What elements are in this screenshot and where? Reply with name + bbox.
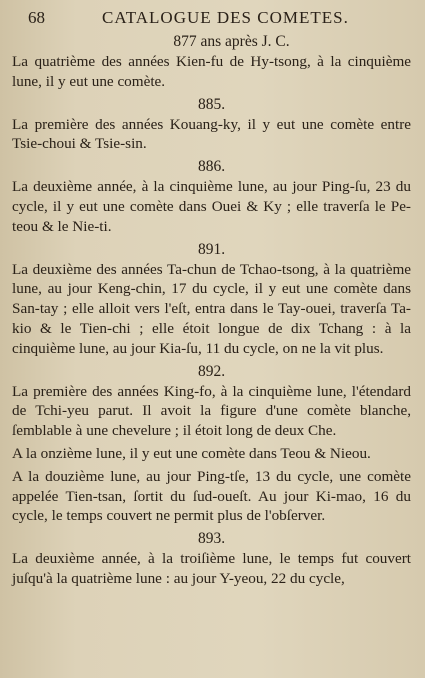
running-title: CATALOGUE DES COMETES. bbox=[102, 8, 349, 27]
year-heading: 893. bbox=[197, 530, 226, 548]
entry-paragraph: A la douzième lune, au jour Ping-tſe, 13 du cycle, une comète appelée Tien-tsan, ſortit du ſud-oueſt. Au jour Ki-mao, 16 du cycle, le temps couvert ne permit plus de l'obſerver. bbox=[12, 467, 411, 525]
year-heading: 891. bbox=[197, 240, 226, 258]
entry-paragraph: La deuxième année, à la cinquième lune, au jour Ping-ſu, 23 du cycle, il y eut une comète dans Ouei & Ky ; elle traverſa le Pe-teou & le Nie-ti. bbox=[12, 178, 411, 235]
year-heading: 892. bbox=[197, 362, 226, 380]
entry-paragraph: La deuxième année, à la troiſième lune, le temps fut couvert juſqu'à la quatrième lune : au jour Y-yeou, 22 du cycle, bbox=[12, 550, 411, 587]
entry-paragraph: La quatrième des années Kien-fu de Hy-tsong, à la cinquième lune, il y eut une comète. bbox=[12, 53, 411, 90]
entry-paragraph: La première des années King-fo, à la cinquième lune, l'étendard de Tchi-yeu parut. Il avoit la figure d'une comète blanche, ſemblable à une chevelure ; il étoit long de deux Che. bbox=[12, 382, 411, 440]
page-number: 68 bbox=[28, 8, 45, 27]
year-heading: 885. bbox=[197, 95, 226, 113]
page-header bbox=[12, 6, 411, 32]
year-heading: 886. bbox=[197, 158, 226, 176]
entry-paragraph: La deuxième des années Ta-chun de Tchao-tsong, à la quatrième lune, au jour Keng-chin, 17 du cycle, il y eut une comète dans San-tay ; elle alloit vers l'eſt, entra dans le Tay-ouei, traverſa Ta-kio & le Tien-chi ; elle étoit longue de dix Tchang : à la cinquième lune, au jour Kia-ſu, 11 du cycle, on ne la vit plus. bbox=[12, 260, 411, 357]
entry-paragraph: A la onzième lune, il y eut une comète dans Teou & Nieou. bbox=[12, 444, 371, 462]
year-heading: 877 ans après J. C. bbox=[173, 33, 290, 50]
entry-paragraph: La première des années Kouang-ky, il y eut une comète entre Tsie-choui & Tsie-sin. bbox=[12, 115, 411, 153]
